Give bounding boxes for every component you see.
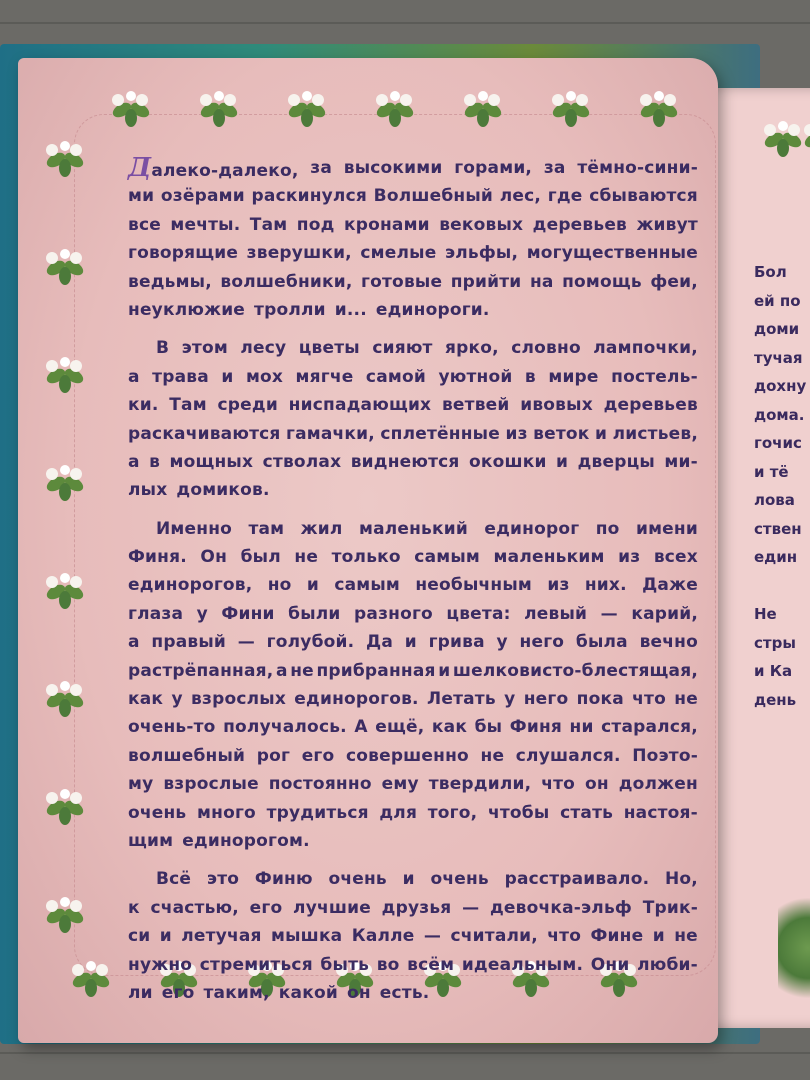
text-line <box>128 979 698 1007</box>
word: волшебники, <box>220 271 353 292</box>
word: за <box>543 158 566 178</box>
word: ему <box>381 774 419 795</box>
word: грива <box>428 632 485 653</box>
word: взрослые <box>163 774 259 795</box>
next-page-line: Бол <box>754 263 787 281</box>
word: и <box>402 869 415 890</box>
word: не <box>480 745 505 766</box>
word: только <box>331 547 401 568</box>
word: вековых <box>439 214 524 235</box>
word: ми- <box>664 451 698 472</box>
word: летучая <box>181 926 262 947</box>
word: этом <box>181 338 228 359</box>
word: получалось. <box>223 717 347 738</box>
word: необычным <box>415 575 533 596</box>
word: мышка <box>271 926 343 947</box>
word: разного <box>354 603 433 624</box>
word: ещё, <box>375 717 425 738</box>
text-line <box>128 476 698 504</box>
flower-icon <box>372 88 418 128</box>
word: очень-то <box>128 717 216 738</box>
word: Поэто- <box>632 745 698 766</box>
word: и <box>221 366 234 387</box>
word: не <box>674 926 698 947</box>
flower-icon <box>196 88 242 128</box>
word: кронами <box>343 214 430 235</box>
word: А <box>354 717 368 738</box>
text-line <box>128 296 698 324</box>
flower-icon <box>68 958 114 998</box>
text-line <box>128 211 698 239</box>
word: неуклюжие <box>128 299 246 320</box>
word: Летать <box>427 689 496 710</box>
text-line <box>128 571 698 599</box>
word: горами, <box>454 158 533 178</box>
word: и <box>652 926 665 947</box>
flower-icon <box>636 88 682 128</box>
word: тролли <box>254 299 326 320</box>
text-line <box>128 391 698 419</box>
word: бы <box>474 717 503 738</box>
word: дверцы <box>577 451 655 472</box>
word: чтобы <box>487 802 550 823</box>
word: Далеко-далеко, <box>128 153 299 183</box>
word: озёрами <box>160 186 245 207</box>
word: ни <box>569 717 594 738</box>
word: он <box>346 982 371 1003</box>
word: и <box>438 660 451 681</box>
word: Именно <box>156 518 233 539</box>
word: постель- <box>611 366 698 387</box>
word: как <box>431 717 468 738</box>
word: считали, <box>450 926 538 947</box>
word: люби- <box>637 954 698 975</box>
word: в <box>149 451 161 472</box>
word: нужно <box>128 954 193 975</box>
flower-icon <box>42 138 88 178</box>
word: среди <box>217 395 278 416</box>
word: трудиться <box>266 802 369 823</box>
text-line <box>128 770 698 798</box>
flower-icon <box>548 88 594 128</box>
word: карий, <box>631 603 698 624</box>
next-page-line: Не <box>754 605 777 623</box>
next-page-line: гочис <box>754 434 802 452</box>
word: ярко, <box>445 338 499 359</box>
word: си <box>128 926 151 947</box>
next-page-line: дохну <box>754 377 807 395</box>
word: и <box>404 632 417 653</box>
word: ведьмы, <box>128 271 212 292</box>
text-line <box>128 334 698 362</box>
word: маленький <box>358 518 468 539</box>
flower-icon <box>284 88 330 128</box>
word: мох <box>245 366 284 387</box>
word: самой <box>365 366 426 387</box>
word: — <box>600 603 618 624</box>
word: у <box>496 632 508 653</box>
word: и... <box>334 299 367 320</box>
word: глаза <box>128 603 184 624</box>
word: ми <box>128 186 155 207</box>
text-line <box>128 827 698 855</box>
word: них. <box>584 575 627 596</box>
word: Там <box>249 214 288 235</box>
word: и <box>306 575 319 596</box>
word: стволах <box>262 451 342 472</box>
next-page-line <box>754 572 810 601</box>
next-page-line: лова <box>754 491 795 509</box>
word: единорогов. <box>294 689 419 710</box>
book-page <box>18 58 718 1043</box>
word: что <box>541 774 576 795</box>
text-line <box>128 182 698 210</box>
word: ки. <box>128 395 159 416</box>
next-page-line: день <box>754 690 797 709</box>
word: не <box>290 660 314 681</box>
word: и <box>595 423 608 444</box>
next-page-line: стры <box>754 633 796 652</box>
next-page-line: и тё <box>754 462 789 481</box>
word: Калле <box>351 926 415 947</box>
next-page-line: един <box>754 548 798 566</box>
word: эльфы, <box>444 243 519 264</box>
word: его <box>161 982 195 1003</box>
text-line <box>128 543 698 571</box>
word: какой <box>278 982 338 1003</box>
text-line <box>128 799 698 827</box>
paragraph-gap <box>128 505 698 515</box>
word: расстраивало. <box>504 869 650 890</box>
word: жил <box>300 518 343 539</box>
word: под <box>296 214 335 235</box>
word: его <box>301 745 335 766</box>
word: у <box>171 689 183 710</box>
word: таким, <box>203 982 270 1003</box>
flower-icon <box>42 678 88 718</box>
word: мягче <box>295 366 354 387</box>
word: очень <box>328 869 387 890</box>
word: в <box>524 366 536 387</box>
text-line <box>128 154 698 182</box>
word: ивовых <box>520 395 593 416</box>
word: единороги. <box>375 299 490 320</box>
word: где <box>547 186 583 207</box>
word: сбываются <box>589 186 698 207</box>
word: лампочки, <box>593 338 698 359</box>
word: маленьким <box>493 547 605 568</box>
word: него <box>523 689 569 710</box>
word: — <box>462 897 480 918</box>
text-line <box>128 448 698 476</box>
word: мечты. <box>170 214 241 235</box>
word: он <box>584 774 609 795</box>
word: феи, <box>650 271 698 292</box>
word: лесу <box>240 338 287 359</box>
word: быть <box>320 954 370 975</box>
word: у <box>196 603 208 624</box>
word: окошки <box>469 451 547 472</box>
text-line <box>128 268 698 296</box>
word: для <box>379 802 418 823</box>
word: Они <box>590 954 630 975</box>
story-text <box>128 154 698 1007</box>
word: но <box>267 575 292 596</box>
word: лучшие <box>293 897 371 918</box>
flower-icon <box>42 786 88 826</box>
word: деревьев <box>532 214 628 235</box>
flower-icon <box>42 462 88 502</box>
word: за <box>310 158 332 178</box>
word: трава <box>152 366 209 387</box>
word: настоя- <box>623 802 698 823</box>
word: Волшебный <box>373 186 494 207</box>
word: его <box>249 897 283 918</box>
word: мощных <box>169 451 254 472</box>
word: по <box>595 518 620 539</box>
word: не <box>674 689 698 710</box>
word: — <box>423 926 442 947</box>
word: на <box>529 271 554 292</box>
word: единорог <box>484 518 580 539</box>
word: гамачки, <box>286 423 375 444</box>
word: лых <box>128 480 168 501</box>
word: идеальным. <box>461 954 584 975</box>
word: много <box>197 802 256 823</box>
word: стремиться <box>199 954 313 975</box>
word: самым <box>414 547 481 568</box>
word: виднеются <box>350 451 460 472</box>
word: старался, <box>601 717 698 738</box>
word: прийти <box>450 271 522 292</box>
word: во <box>376 954 400 975</box>
text-line <box>128 685 698 713</box>
text-line <box>128 363 698 391</box>
word: была <box>575 632 628 653</box>
flower-icon <box>42 246 88 286</box>
word: Он <box>200 547 228 568</box>
word: единорогов, <box>128 575 253 596</box>
word: уютной <box>438 366 513 387</box>
word: а <box>128 451 140 472</box>
word: что <box>632 689 666 710</box>
word: стать <box>560 802 614 823</box>
word: ниспадающих <box>288 395 432 416</box>
paragraph-gap <box>128 855 698 865</box>
word: и <box>159 926 172 947</box>
word: был <box>240 547 281 568</box>
word: у <box>504 689 516 710</box>
text-line <box>128 600 698 628</box>
word: голубой. <box>266 632 355 653</box>
word: мире <box>548 366 599 387</box>
word: Фини <box>221 603 275 624</box>
word: самым <box>334 575 401 596</box>
next-page-line: и Ка <box>754 662 793 680</box>
word: — <box>237 632 255 653</box>
word: тёмно-сини- <box>577 158 698 178</box>
word: говорящие <box>128 243 239 264</box>
text-line <box>128 628 698 656</box>
word: могущественные <box>526 243 698 264</box>
word: левый <box>524 603 588 624</box>
word: цвета: <box>446 603 511 624</box>
word: раскачиваются <box>128 423 281 444</box>
next-page-text <box>754 258 810 714</box>
word: него <box>519 632 565 653</box>
word: из <box>505 423 528 444</box>
word: ветвей <box>441 395 510 416</box>
word: листьев, <box>612 423 698 444</box>
word: слушался. <box>515 745 621 766</box>
flower-icon <box>800 118 810 158</box>
word: зверушки, <box>246 243 352 264</box>
word: цветы <box>298 338 360 359</box>
word: того, <box>427 802 478 823</box>
word: что <box>547 926 582 947</box>
flower-icon <box>108 88 154 128</box>
word: единорогом. <box>182 830 310 851</box>
text-line <box>128 515 698 543</box>
word: му <box>128 774 154 795</box>
word: к <box>128 897 140 918</box>
word: Финю <box>254 869 313 890</box>
word: смелые <box>360 243 437 264</box>
greenery-illustration <box>778 888 810 1008</box>
word: веток <box>533 423 590 444</box>
word: как <box>128 689 164 710</box>
word: были <box>288 603 341 624</box>
next-page-line: ей по <box>754 291 801 310</box>
word: живут <box>636 214 698 235</box>
word: словно <box>511 338 581 359</box>
word: волшебный <box>128 745 246 766</box>
word: пока <box>576 689 624 710</box>
word: а <box>128 366 140 387</box>
word: ли <box>128 982 153 1003</box>
word: помощь <box>562 271 642 292</box>
word: а <box>275 660 288 681</box>
word: все <box>128 214 161 235</box>
word: сплетённые <box>380 423 500 444</box>
word: лес, <box>499 186 542 207</box>
word: Даже <box>642 575 698 596</box>
word: правый <box>151 632 227 653</box>
text-line <box>128 239 698 267</box>
word: очень <box>128 802 187 823</box>
text-line <box>128 865 698 893</box>
word: Да <box>366 632 394 653</box>
next-page-line: ствен <box>754 519 802 538</box>
word: Но, <box>664 869 698 890</box>
text-line <box>128 894 698 922</box>
word: это <box>206 869 240 890</box>
word: и <box>556 451 569 472</box>
word: сияют <box>372 338 433 359</box>
word: рог <box>256 745 291 766</box>
word: есть. <box>379 982 430 1003</box>
word: друзья <box>381 897 452 918</box>
word: домиков. <box>176 480 270 501</box>
word: растрёпанная, <box>128 660 274 681</box>
word: шелковисто-блестящая, <box>452 660 698 681</box>
flower-icon <box>460 88 506 128</box>
word: В <box>156 338 170 359</box>
word: вечно <box>639 632 698 653</box>
word: имени <box>635 518 698 539</box>
next-page-line: тучая <box>754 348 803 367</box>
word: деревьев <box>603 395 698 416</box>
text-line <box>128 742 698 770</box>
word: высокими <box>343 158 443 178</box>
word: постоянно <box>268 774 372 795</box>
text-line <box>128 420 698 448</box>
word: прибранная <box>316 660 436 681</box>
drop-cap: Д <box>128 153 152 183</box>
word: Всё <box>156 869 192 890</box>
word: твердили, <box>428 774 532 795</box>
text-line <box>128 922 698 950</box>
word: из <box>547 575 570 596</box>
word: не <box>294 547 319 568</box>
word: а <box>128 632 140 653</box>
word: готовые <box>361 271 443 292</box>
word: Финя. <box>128 547 187 568</box>
word: счастью, <box>150 897 239 918</box>
next-page-line: доми <box>754 320 800 338</box>
word: там <box>248 518 285 539</box>
word: Фине <box>590 926 644 947</box>
flower-icon <box>42 894 88 934</box>
word: Финя <box>509 717 563 738</box>
word: должен <box>618 774 698 795</box>
word: раскинулся <box>251 186 367 207</box>
text-line <box>128 951 698 979</box>
text-line <box>128 713 698 741</box>
word: Трик- <box>642 897 698 918</box>
word: всех <box>653 547 698 568</box>
text-line <box>128 657 698 685</box>
word: из <box>618 547 641 568</box>
word: очень <box>430 869 489 890</box>
word: взрослых <box>191 689 286 710</box>
word: всём <box>407 954 455 975</box>
flower-icon <box>42 570 88 610</box>
word: совершенно <box>345 745 469 766</box>
flower-icon <box>42 354 88 394</box>
word: девочка-эльф <box>490 897 632 918</box>
next-page-line: дома. <box>754 405 805 424</box>
word: Там <box>169 395 207 416</box>
paragraph-gap <box>128 324 698 334</box>
word: щим <box>128 830 174 851</box>
